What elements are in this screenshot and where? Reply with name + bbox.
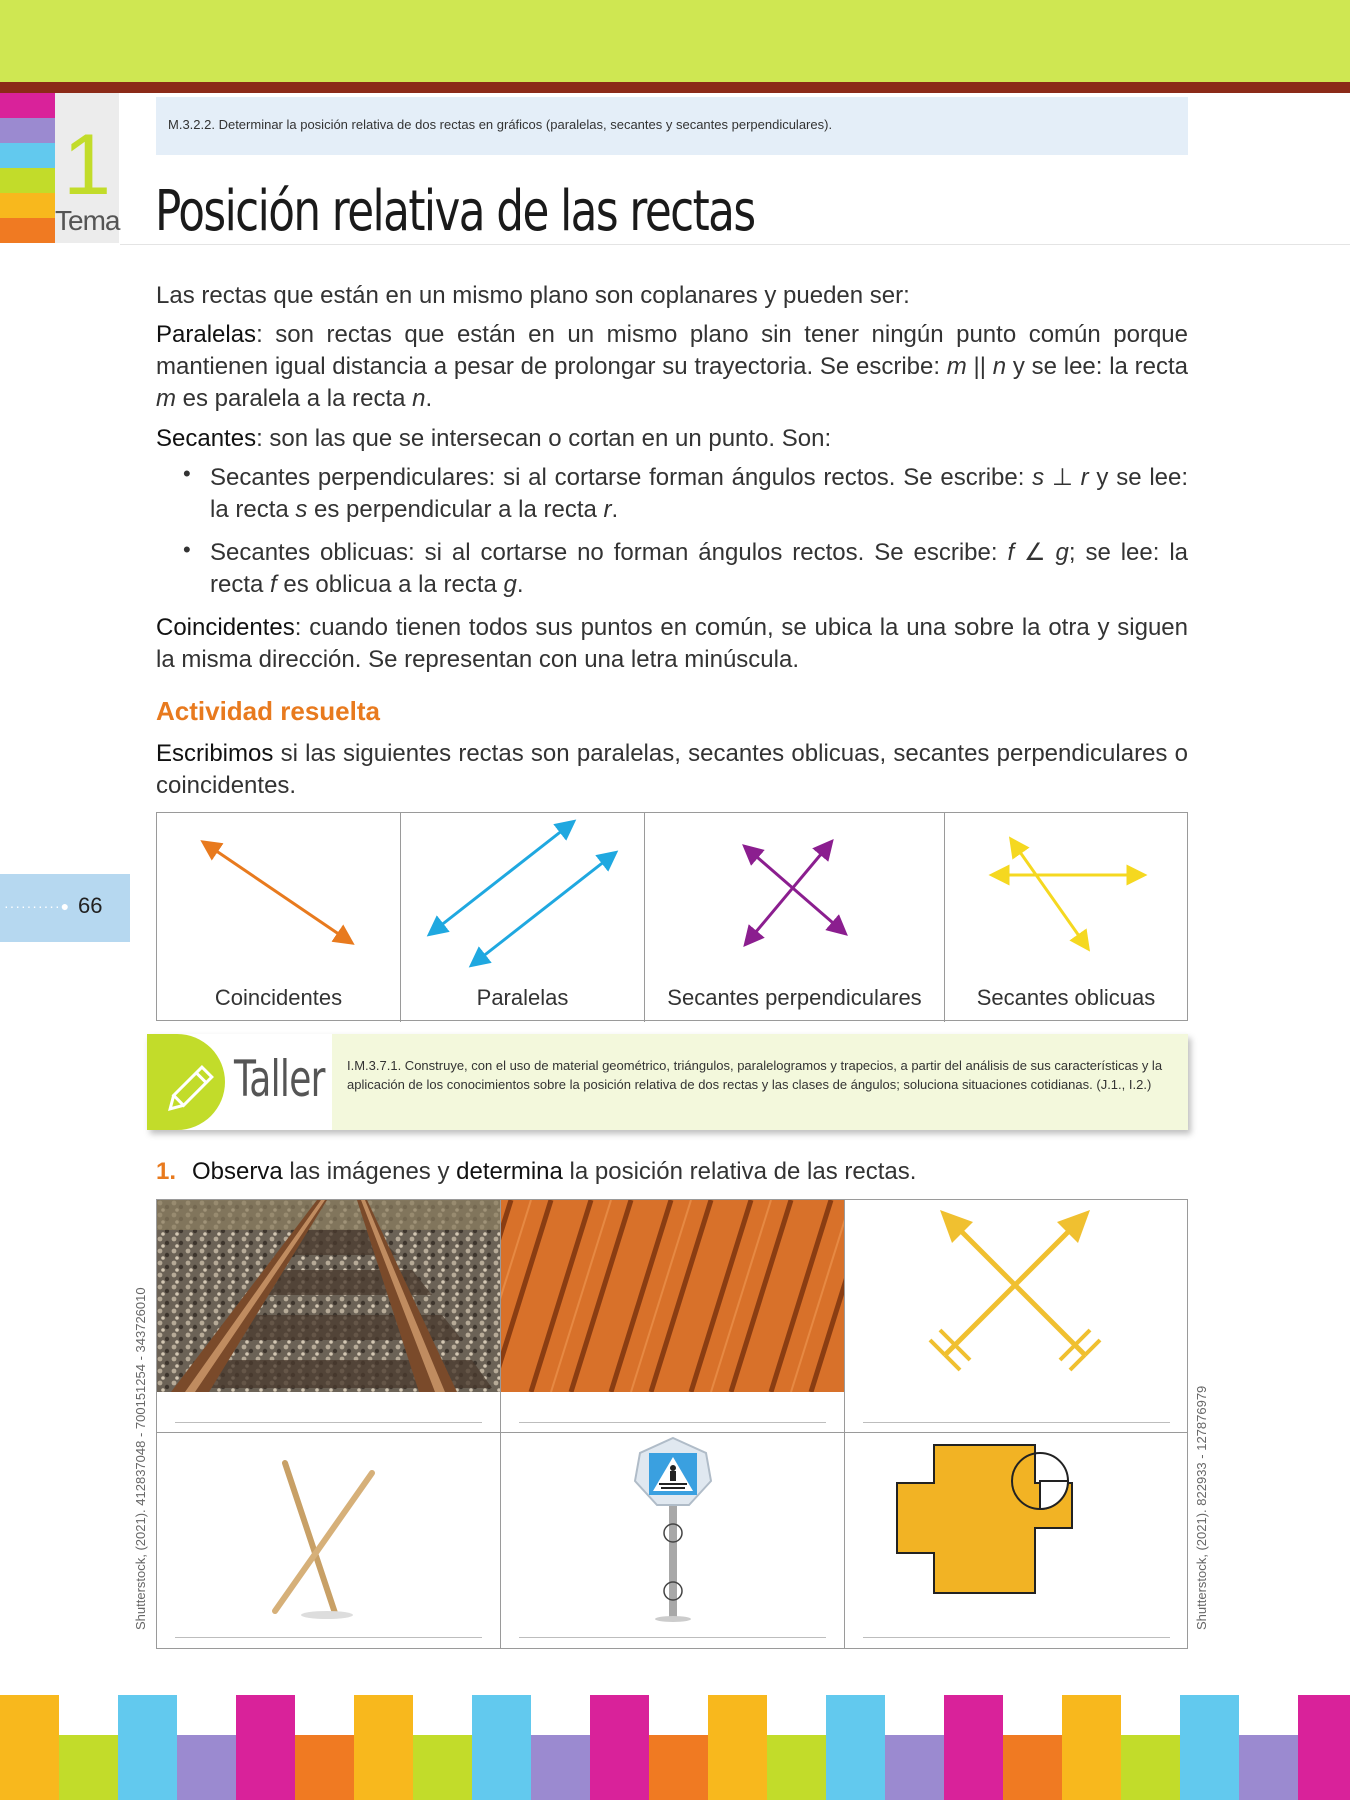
taller-text: I.M.3.7.1. Construye, con el uso de material geométrico, triángulos, paralelogramos y trapecios, a partir del análisis de sus características y la aplicación de los conocimientos sobre la posición relativa de dos rectas y las clases de ángulos; soluciona situaciones cotidianas. (J.1., I.2.) [347,1058,1163,1092]
perp-symbol: ⊥ [1044,464,1081,491]
caption-secantes-oblicuas: Secantes oblicuas [976,985,1156,1010]
skill-code-text: M.3.2.2. Determinar la posición relativa de dos rectas en gráficos (paralelas, secantes y secantes perpendiculares). [168,117,833,132]
color-strips [0,93,55,243]
perp-text-c: es perpendicular a la recta [307,496,604,523]
exercise-text-1: las imágenes y [282,1158,457,1185]
oblique-symbol: ∠ [1014,539,1056,566]
activity-title: Actividad resuelta [156,696,380,726]
var-g: g [1055,539,1069,566]
var-m-2: m [156,385,176,412]
page-tab-dots: ··········● [4,898,71,914]
paralelas-text-a: : son rectas que están en un mismo plano sin tener ningún punto común porque mantienen igual distancia a pesar de prolongar su trayectoria. Se escribe: [156,321,1188,380]
var-f-2: f [270,571,277,598]
answer-line[interactable] [175,1422,482,1423]
activity-instruction [156,738,1188,802]
secantes-text: : son las que se intersecan o cortan en un punto. Son: [256,425,832,452]
paralelas-term: Paralelas [156,321,257,348]
bullet-perpendiculares [210,462,1188,526]
lines-table [156,812,1188,1021]
top-banner [0,0,1350,82]
var-m: m [946,353,967,380]
page-number: 66 [78,893,103,918]
activity-text: si las siguientes rectas son paralelas, secantes oblicuas, secantes perpendiculares o coincidentes. [156,740,1188,799]
coincidentes-text: : cuando tienen todos sus puntos en común, se ubica la una sobre la otra y siguen la misma dirección. Se representan con una letra minúscula. [156,614,1188,673]
coincident-line [209,846,346,939]
obl-end: . [516,571,524,598]
secantes-paragraph [156,423,1188,455]
coincidentes-paragraph [156,612,1188,676]
var-r-2: r [603,496,612,523]
paralelas-text-c: es paralela a la recta [176,385,413,412]
perpendicular-line-1 [750,851,840,929]
page-title: Posición relativa de las rectas [155,179,755,244]
activity-verb: Escribimos [156,740,274,767]
parallel-line-1 [435,826,568,930]
var-n-2: n [412,385,426,412]
tema-label: Tema [55,205,120,236]
paralelas-text-b: y se lee: la recta [1006,353,1188,380]
var-s-2: s [295,496,308,523]
bullet-dot: • [183,461,191,486]
answer-line[interactable] [863,1637,1170,1638]
var-g-2: g [503,571,517,598]
image-credit-left: Shutterstock, (2021). 412837048 - 700151254 - 343726010 [133,1287,148,1630]
cross-shape-image [845,1433,1187,1623]
caption-secantes-perpendiculares: Secantes perpendiculares [667,985,922,1010]
answer-line[interactable] [863,1422,1170,1423]
answer-line[interactable] [175,1637,482,1638]
perp-end: . [611,496,619,523]
wood-planks-image [501,1200,844,1392]
obl-text-b: ; se lee: la recta [210,539,1189,598]
var-f: f [1007,539,1015,566]
exercise-verb-2: determina [456,1158,563,1185]
obl-text-c: es oblicua a la recta [276,571,504,598]
perp-text-b: y se lee: la recta [210,464,1189,523]
lines-illustrations [157,813,1187,983]
exercise-image-grid [156,1199,1188,1649]
secantes-term: Secantes [156,425,257,452]
exercise-text-2: la posición relativa de las rectas. [562,1158,917,1185]
paralelas-paragraph [156,319,1188,415]
tema-number: 1 [63,117,111,213]
exercise-verb-1: Observa [192,1158,283,1185]
oblique-line-2 [1015,845,1084,943]
taller-side-bar [147,1034,157,1130]
caption-paralelas: Paralelas [476,985,569,1010]
answer-line[interactable] [519,1422,826,1423]
top-divider [0,82,1350,93]
bottom-color-pattern [0,1695,1350,1800]
exercise-1 [156,1158,916,1186]
perp-text-a: Secantes perpendiculares: si al cortarse forman ángulos rectos. Se escribe: [210,464,1033,491]
parallel-line-2 [477,857,610,961]
answer-line[interactable] [519,1637,826,1638]
exercise-number: 1. [156,1158,177,1185]
crossed-arrows-image [845,1200,1187,1392]
var-r: r [1080,464,1089,491]
taller-label: Taller [234,1050,325,1108]
var-s: s [1032,464,1045,491]
railway-image [157,1200,500,1392]
bullet-dot: • [183,537,191,562]
parallel-symbol: || [966,353,993,380]
pencil-icon [157,1034,232,1130]
image-credit-right: Shutterstock, (2021). 822933 - 127876979 [1194,1385,1209,1630]
bullet-oblicuas [210,537,1188,601]
coincidentes-term: Coincidentes [156,614,295,641]
intro-paragraph: Las rectas que están en un mismo plano son coplanares y pueden ser: [156,282,910,309]
var-n: n [992,353,1007,380]
caption-coincidentes: Coincidentes [214,985,343,1010]
crosswalk-sign-image [501,1433,844,1623]
chopsticks-image [157,1433,500,1623]
obl-text-a: Secantes oblicuas: si al cortarse no forman ángulos rectos. Se escribe: [210,539,1008,566]
paralelas-end: . [425,385,433,412]
